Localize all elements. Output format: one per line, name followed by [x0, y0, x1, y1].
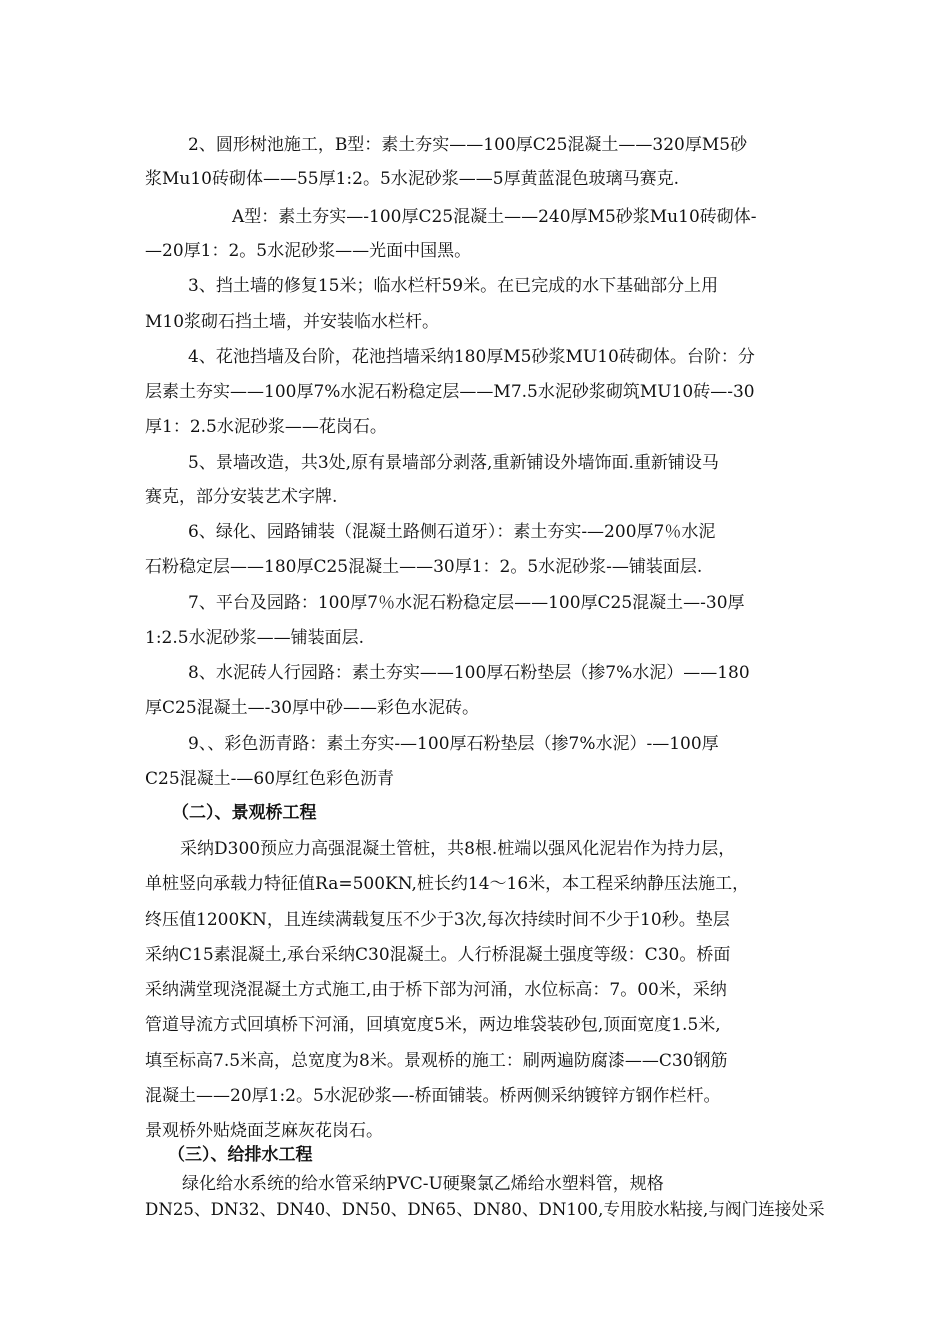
paragraph-2-line-2: 浆Mu10砖砌体——55厚1:2。5水泥砂浆——5厚黄蓝混色玻璃马赛克.: [145, 169, 680, 189]
bridge-paragraph-line-1: 采纳D300预应力高强混凝土管桩，共8根.桩端以强风化泥岩作为持力层，: [180, 839, 736, 859]
paragraph-6-line-2: 石粉稳定层——180厚C25混凝土——30厚1：2。5水泥砂浆-—铺装面层.: [145, 557, 703, 577]
water-paragraph-line-1: 绿化给水系统的给水管采纳PVC-U硬聚氯乙烯给水塑料管，规格: [182, 1174, 664, 1194]
paragraph-4-line-2: 层素土夯实——100厚7%水泥石粉稳定层——M7.5水泥砂浆砌筑MU10砖—-30: [145, 382, 755, 402]
paragraph-3-line-1: 3、挡土墙的修复15米；临水栏杆59米。在已完成的水下基础部分上用: [188, 276, 719, 296]
bridge-paragraph-line-9: 景观桥外贴烧面芝麻灰花岗石。: [145, 1121, 383, 1141]
paragraph-7-line-2: 1:2.5水泥砂浆——铺装面层.: [145, 628, 364, 648]
paragraph-9-line-1: 9、、彩色沥青路：素土夯实-—100厚石粉垫层（掺7%水泥）-—100厚: [188, 734, 719, 754]
paragraph-8-line-2: 厚C25混凝土—-30厚中砂——彩色水泥砖。: [145, 698, 480, 718]
section-heading-water-supply-drainage: （三）、给排水工程: [168, 1145, 313, 1165]
paragraph-4-line-3: 厚1：2.5水泥砂浆——花岗石。: [145, 417, 387, 437]
paragraph-9-line-2: C25混凝土-—60厚红色彩色沥青: [145, 769, 395, 789]
paragraph-4-line-1: 4、花池挡墙及台阶，花池挡墙采纳180厚M5砂浆MU10砖砌体。台阶：分: [188, 347, 755, 367]
paragraph-7-line-1: 7、平台及园路：100厚7％水泥石粉稳定层——100厚C25混凝土—-30厚: [188, 593, 745, 613]
bridge-paragraph-line-3: 终压值1200KN，且连续满载复压不少于3次,每次持续时间不少于10秒。垫层: [145, 910, 730, 930]
paragraph-2a-line-1: A型：素土夯实—-100厚C25混凝土——240厚M5砂浆Mu10砖砌体-: [232, 207, 757, 227]
paragraph-8-line-1: 8、水泥砖人行园路：素土夯实——100厚石粉垫层（掺7%水泥）——180: [188, 663, 750, 683]
section-heading-landscape-bridge: （二）、景观桥工程: [172, 803, 317, 823]
paragraph-2a-line-2: —20厚1：2。5水泥砂浆——光面中国黑。: [145, 241, 472, 261]
water-paragraph-line-2: DN25、DN32、DN40、DN50、DN65、DN80、DN100,专用胶水粘接,与阀门连接处采: [145, 1200, 825, 1220]
paragraph-5-line-1: 5、景墙改造，共3处,原有景墙部分剥落,重新铺设外墙饰面.重新铺设马: [188, 453, 719, 473]
paragraph-3-line-2: M10浆砌石挡土墙，并安装临水栏杆。: [145, 312, 440, 332]
paragraph-6-line-1: 6、绿化、园路铺装（混凝土路侧石道牙）：素土夯实-—200厚7％水泥: [188, 522, 716, 542]
bridge-paragraph-line-2: 单桩竖向承载力特征值Ra=500KN,桩长约14～16米，本工程采纳静压法施工，: [145, 874, 750, 894]
bridge-paragraph-line-5: 采纳满堂现浇混凝土方式施工,由于桥下部为河涌，水位标高：7。00米，采纳: [145, 980, 727, 1000]
bridge-paragraph-line-7: 填至标高7.5米高，总宽度为8米。景观桥的施工：刷两遍防腐漆——C30钢筋: [145, 1051, 728, 1071]
paragraph-5-line-2: 赛克，部分安装艺术字牌.: [145, 487, 338, 507]
bridge-paragraph-line-4: 采纳C15素混凝土,承台采纳C30混凝土。人行桥混凝土强度等级：C30。桥面: [145, 945, 731, 965]
bridge-paragraph-line-6: 管道导流方式回填桥下河涌，回填宽度5米，两边堆袋装砂包,顶面宽度1.5米,: [145, 1015, 721, 1035]
paragraph-2-line-1: 2、圆形树池施工，B型：素土夯实——100厚C25混凝土——320厚M5砂: [188, 135, 748, 155]
bridge-paragraph-line-8: 混凝土——20厚1:2。5水泥砂浆—-桥面铺装。桥两侧采纳镀锌方钢作栏杆。: [145, 1086, 721, 1106]
